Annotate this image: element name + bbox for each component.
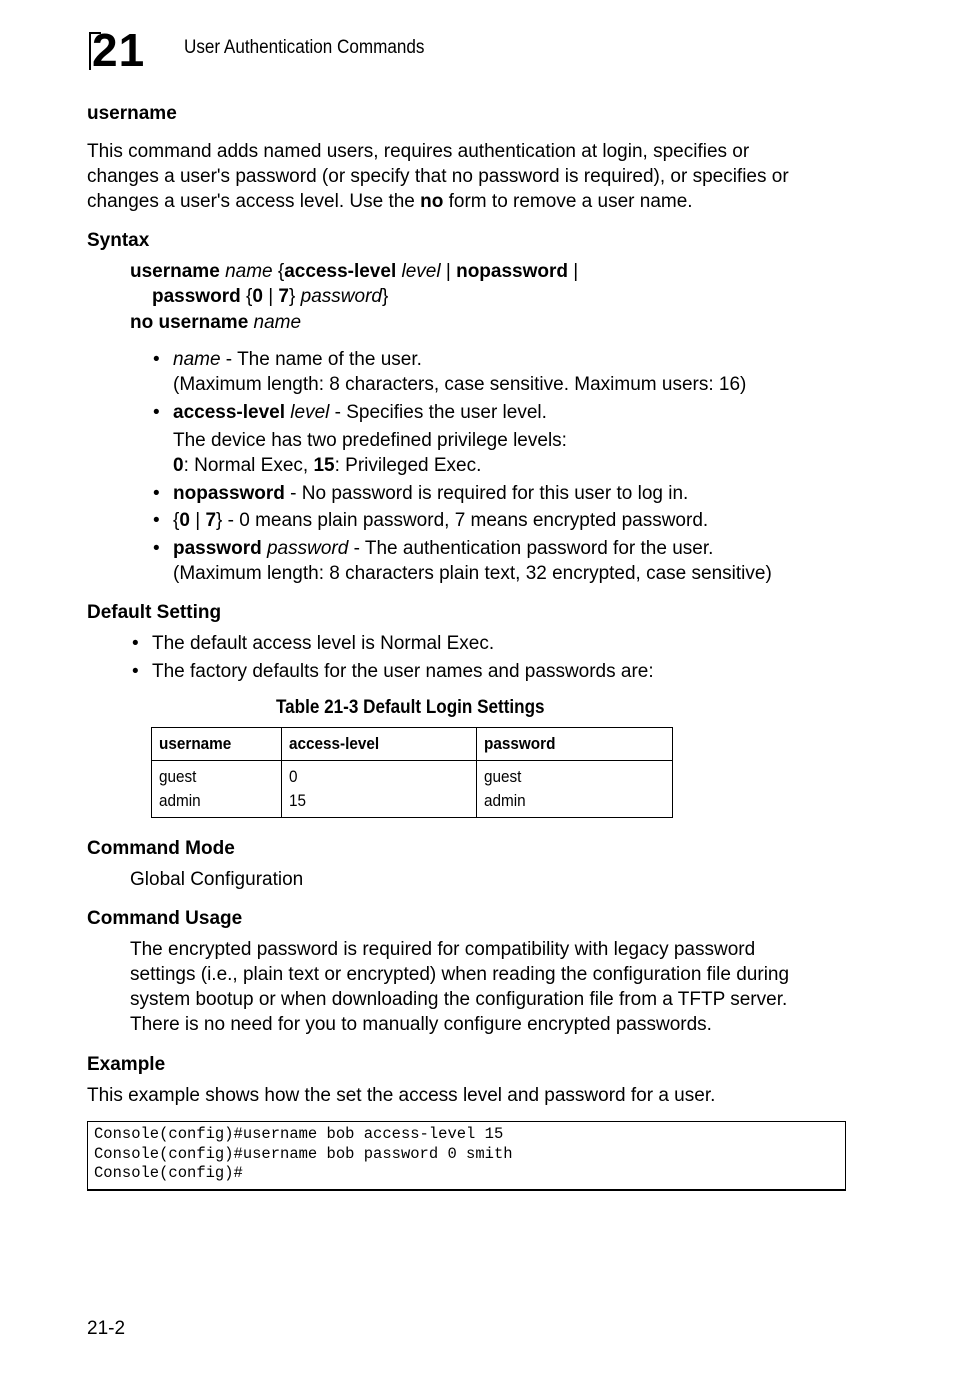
table-cell: guest admin bbox=[152, 761, 282, 818]
default-login-table bbox=[151, 727, 673, 818]
code-example: Console(config)#username bob access-level 15 Console(config)#username bob password 0 smith Console(config)# bbox=[87, 1121, 846, 1191]
param-name: • name - The name of the user. (Maximum length: 8 characters, case sensitive. Maximum users: 16) bbox=[153, 349, 747, 395]
command-mode-heading: Command Mode bbox=[87, 838, 235, 859]
example-text: This example shows how the set the access level and password for a user. bbox=[87, 1085, 716, 1106]
page-number: 21-2 bbox=[87, 1318, 126, 1339]
running-title: User Authentication Commands bbox=[184, 37, 425, 58]
command-description: This command adds named users, requires authentication at login, specifies or changes a user's password (or specify that no password is required), or specifies or changes a user's access level. Use the no form to remove a user name. bbox=[87, 141, 789, 212]
default-item: • The default access level is Normal Exec. bbox=[132, 633, 495, 654]
example-heading: Example bbox=[87, 1054, 166, 1075]
command-usage-text: The encrypted password is required for compatibility with legacy password settings (i.e., plain text or encrypted) when reading the configuration file during system bootup or when downloading the configuration file from a TFTP server. There is no need for you to manually configure encrypted passwords. bbox=[130, 939, 790, 1035]
table-header: password bbox=[477, 728, 673, 761]
table-header: access-level bbox=[282, 728, 477, 761]
command-mode-text: Global Configuration bbox=[130, 869, 304, 890]
default-setting-heading: Default Setting bbox=[87, 602, 222, 623]
default-item: • The factory defaults for the user names and passwords are: bbox=[132, 661, 654, 682]
syntax-line-2: password {0 | 7} password} bbox=[152, 286, 389, 307]
table-header-row bbox=[152, 728, 673, 761]
param-nopassword: • nopassword - No password is required for this user to log in. bbox=[153, 483, 689, 504]
table-cell: 0 15 bbox=[282, 761, 477, 818]
command-usage-heading: Command Usage bbox=[87, 908, 243, 929]
table-header: username bbox=[152, 728, 282, 761]
chapter-number: 21 bbox=[89, 30, 161, 70]
table-cell: guest admin bbox=[477, 761, 673, 818]
param-access-level: • access-level level - Specifies the user level. The device has two predefined privilege levels: 0: Normal Exec, 15: Privileged Exec. bbox=[153, 402, 567, 476]
syntax-heading: Syntax bbox=[87, 230, 150, 251]
param-password: • password password - The authentication password for the user. (Maximum length: 8 characters plain text, 32 encrypted, case sensitive) bbox=[153, 538, 772, 584]
table-row bbox=[152, 761, 673, 818]
param-encryption-type: • {0 | 7} - 0 means plain password, 7 means encrypted password. bbox=[153, 510, 709, 531]
command-title: username bbox=[87, 103, 177, 124]
syntax-line-1: username name {access-level level | nopassword | bbox=[130, 261, 579, 282]
syntax-line-3: no username name bbox=[130, 312, 302, 333]
table-caption: Table 21-3 Default Login Settings bbox=[276, 697, 545, 718]
